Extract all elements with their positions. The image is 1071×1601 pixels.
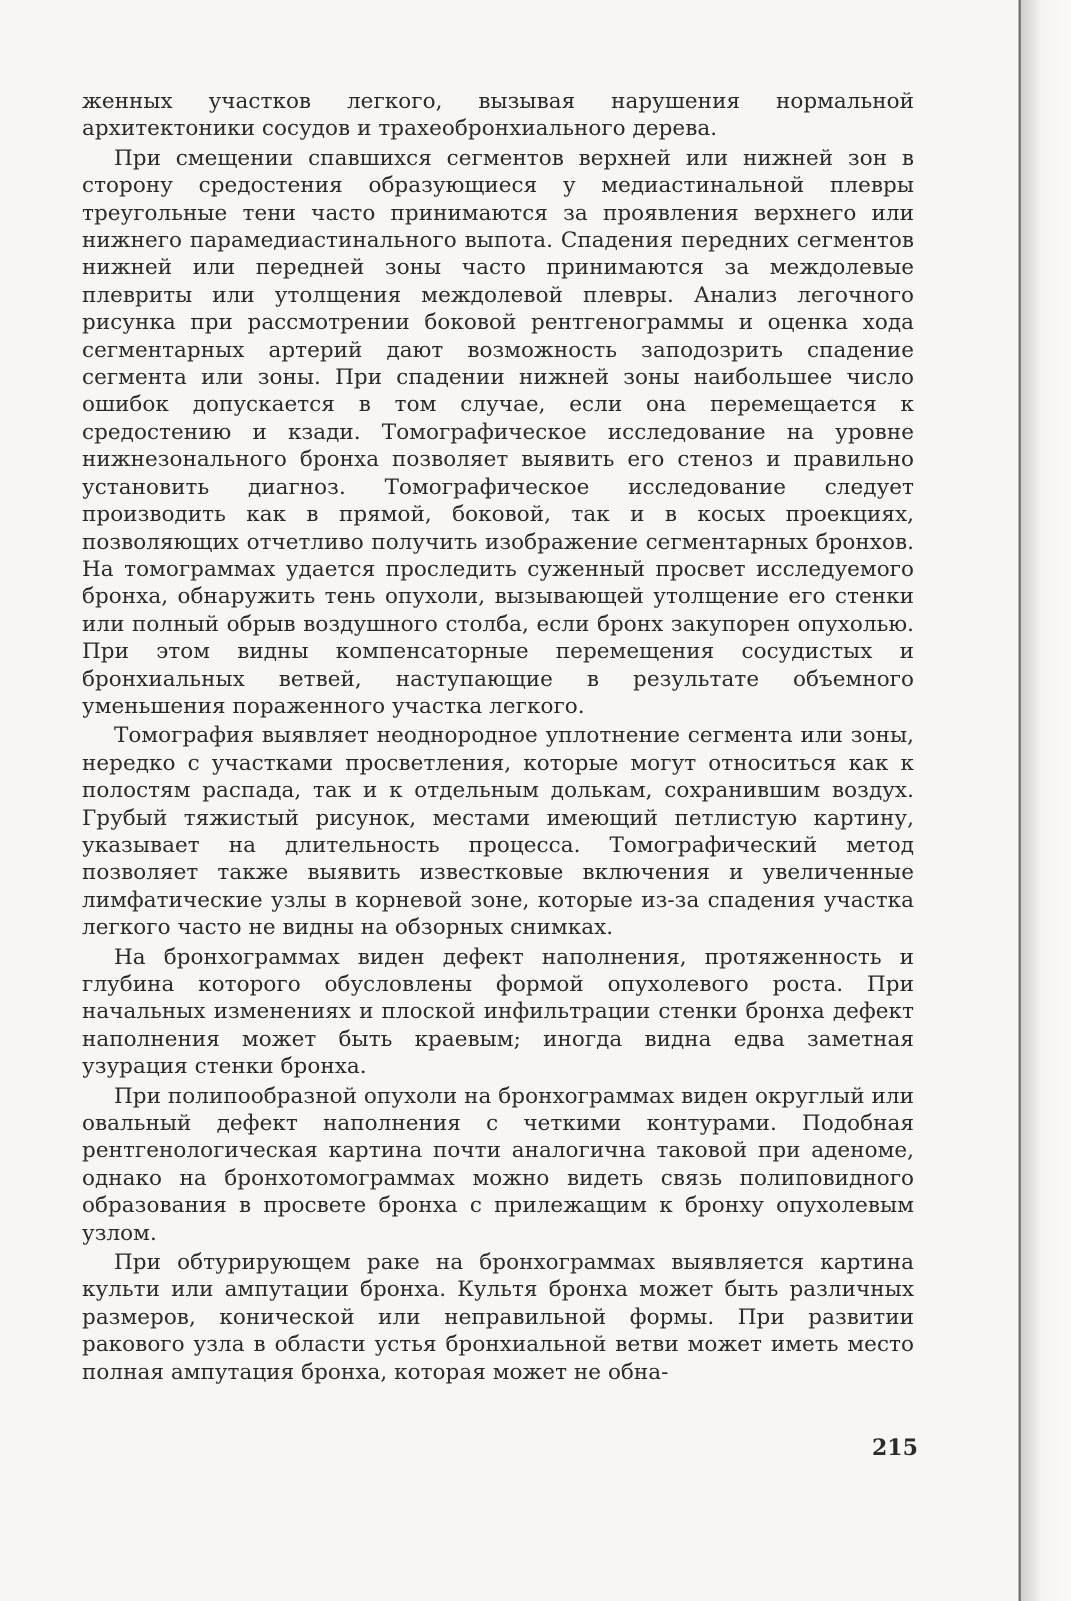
body-text [82,88,914,1388]
page-number: 215 [872,1435,918,1461]
paragraph: При смещении спавшихся сегментов верхней или нижней зон в сторону средостения образующиеся у медиастинальной плевры треугольные тени часто принимаются за проявления верхнего или нижнего парамедиастинального выпота. Спадения передних сегментов нижней или передней зоны часто принимаются за междолевые плевриты или утолщения междолевой плевры. Анализ легочного рисунка при рассмотрении боковой рентгенограммы и оценка хода сегментарных артерий дают возможность заподозрить спадение сегмента или зоны. При спадении нижней зоны наибольшее число ошибок допускается в том случае, если она перемещается к средостению и кзади. Томографическое исследование на уровне нижнезонального бронха позволяет выявить его стеноз и правильно установить диагноз. Томографическое исследование следует производить как в прямой, боковой, так и в косых проекциях, позволяющих отчетливо получить изображение сегментарных бронхов. На томограммах удается проследить суженный просвет исследуемого бронха, обнаружить тень опухоли, вызывающей утолщение его стенки или полный обрыв воздушного столба, если бронх закупорен опухолью. При этом видны компенсаторные перемещения сосудистых и бронхиальных ветвей, наступающие в результате объемного уменьшения пораженного участка легкого. [82,145,914,719]
paragraph: При обтурирующем раке на бронхограммах выявляется картина культи или ампутации бронха. Культя бронха может быть различных размеров, конической или неправильной формы. При развитии ракового узла в области устья бронхиальной ветви может иметь место полная ампутация бронха, которая может не обна- [82,1250,914,1385]
paragraph-continued: женных участков легкого, вызывая нарушения нормальной архитектоники сосудов и трахеобронхиального дерева. [82,89,914,142]
paragraph: На бронхограммах виден дефект наполнения, протяженность и глубина которого обусловлены формой опухолевого роста. При начальных изменениях и плоской инфильтрации стенки бронха дефект наполнения может быть краевым; иногда видна едва заметная узурация стенки бронха. [82,944,914,1080]
paragraph: Томография выявляет неоднородное уплотнение сегмента или зоны, нередко с участками просветления, которые могут относиться как к полостям распада, так и к отдельным долькам, сохранившим воздух. Грубый тяжистый рисунок, местами имеющий петлистую картину, указывает на длительность процесса. Томографический метод позволяет также выявить известковые включения и увеличенные лимфатические узлы в корневой зоне, которые из-за спадения участка легкого часто не видны на обзорных снимках. [82,723,914,941]
paragraph: При полипообразной опухоли на бронхограммах виден округлый или овальный дефект наполнения с четкими контурами. Подобная рентгенологическая картина почти аналогична таковой при аденоме, однако на бронхотомограммах можно видеть связь полиповидного образования в просвете бронха с прилежащим к бронху опухолевым узлом. [82,1083,914,1246]
binding-shadow [1021,0,1071,1601]
